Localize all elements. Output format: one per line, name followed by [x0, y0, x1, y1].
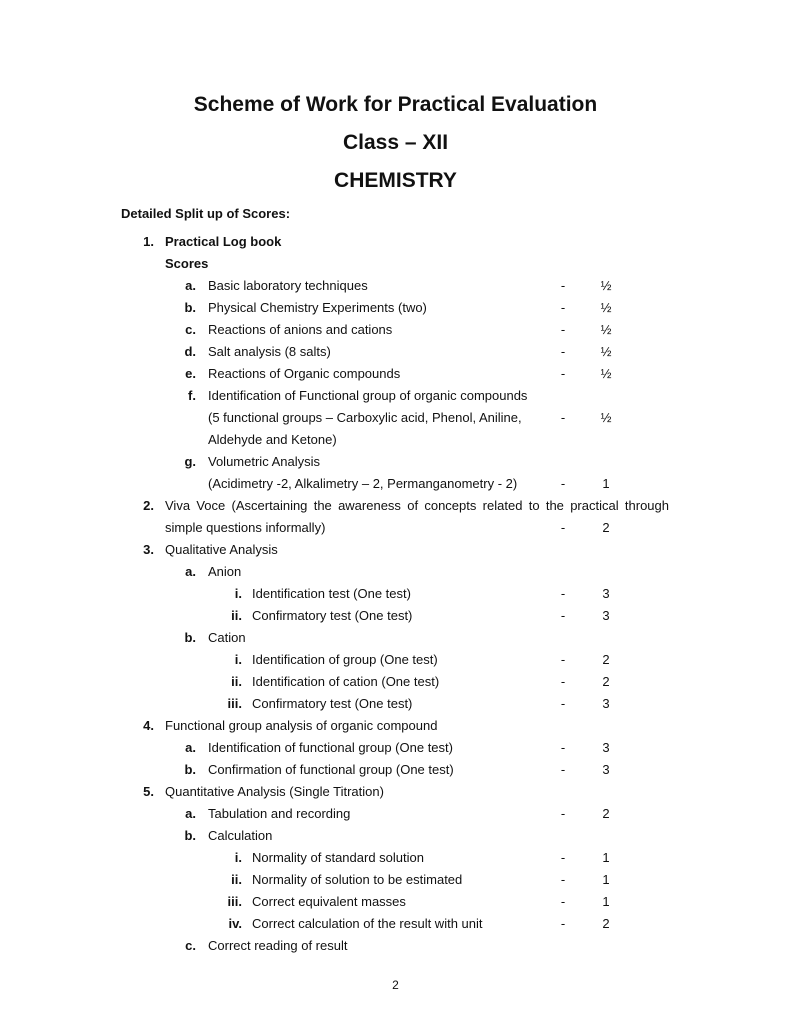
score-value: 3: [602, 608, 610, 623]
score-value: ½: [600, 278, 612, 293]
page-number: 2: [392, 978, 399, 992]
class-heading: Class – XII: [342, 131, 449, 154]
score-value: 1: [602, 850, 610, 865]
score-value: 1: [602, 894, 610, 909]
section-number: 5.: [143, 784, 154, 799]
score-value: 3: [602, 696, 610, 711]
score-value: 1: [602, 872, 610, 887]
score-value: 2: [602, 916, 610, 931]
score-value: ½: [600, 410, 612, 425]
score-value: 2: [602, 652, 610, 667]
score-value: 1: [602, 476, 610, 491]
document-page: Scheme of Work for Practical Evaluation Class – XII CHEMISTRY Detailed Split up of Scores: 1. Practical Log book Scores a. Basic laboratory techniques - ½ b. Physical Chemistry Experiments (two) - ½ c. Reactions of anions and cations - ½ d. Salt analysis (8 salts) - ½ e. Reactions of Organic compounds - ½ f. Identification of Functional group of organic compounds (5 functional groups – Carboxylic acid, Phenol, Aniline, - ½ Aldehyde and Ketone) g. Volumetric Analysis (Acidimetry -2, Alkalimetry – 2, Permanganometry - 2) - 1 2. Viva Voce (Ascertaining the awareness of concepts related to the practical through simple questions informally) - 2 3. Qualitative Analysis a. Anion i. Identification test (One test) - 3 ii. Confirmatory test (One test) - 3 b. Cation i. Identification of group (One test) - 2 ii. Identification of cation (One test) - 2 iii. Confirmatory test (One test) - 3 4. Functional group analysis of organic compound a. Identification of functional group (One test) - 3 b. Confirmation of functional group (One test) - 3 5. Quantitative Analysis (Single Titration) a. Tabulation and recording - 2 b. Calculation i. Normality of standard solution - 1 ii. Normality of solution to be estimated - 1 iii. Correct equivalent masses - 1 iv. Correct calculation of the result with unit - 2 c. Correct reading of result 2: [0, 0, 791, 1024]
score-value: ½: [600, 344, 612, 359]
section-number: 4.: [143, 718, 154, 733]
score-value: 3: [602, 740, 610, 755]
section-number: 3.: [143, 542, 154, 557]
score-value: ½: [600, 322, 612, 337]
section-title: Practical Log book: [165, 234, 282, 249]
section-number: 2.: [143, 498, 154, 513]
score-value: ½: [600, 300, 612, 315]
score-value: ½: [600, 366, 612, 381]
score-value: 2: [602, 806, 610, 821]
subject-heading: CHEMISTRY: [334, 169, 457, 192]
score-value: 2: [602, 520, 610, 535]
score-value: 3: [602, 586, 610, 601]
split-up-subheading: Detailed Split up of Scores:: [121, 206, 291, 221]
score-value: 3: [602, 762, 610, 777]
page-title: Scheme of Work for Practical Evaluation: [193, 93, 598, 116]
score-value: 2: [602, 674, 610, 689]
section-number: 1.: [143, 234, 154, 249]
